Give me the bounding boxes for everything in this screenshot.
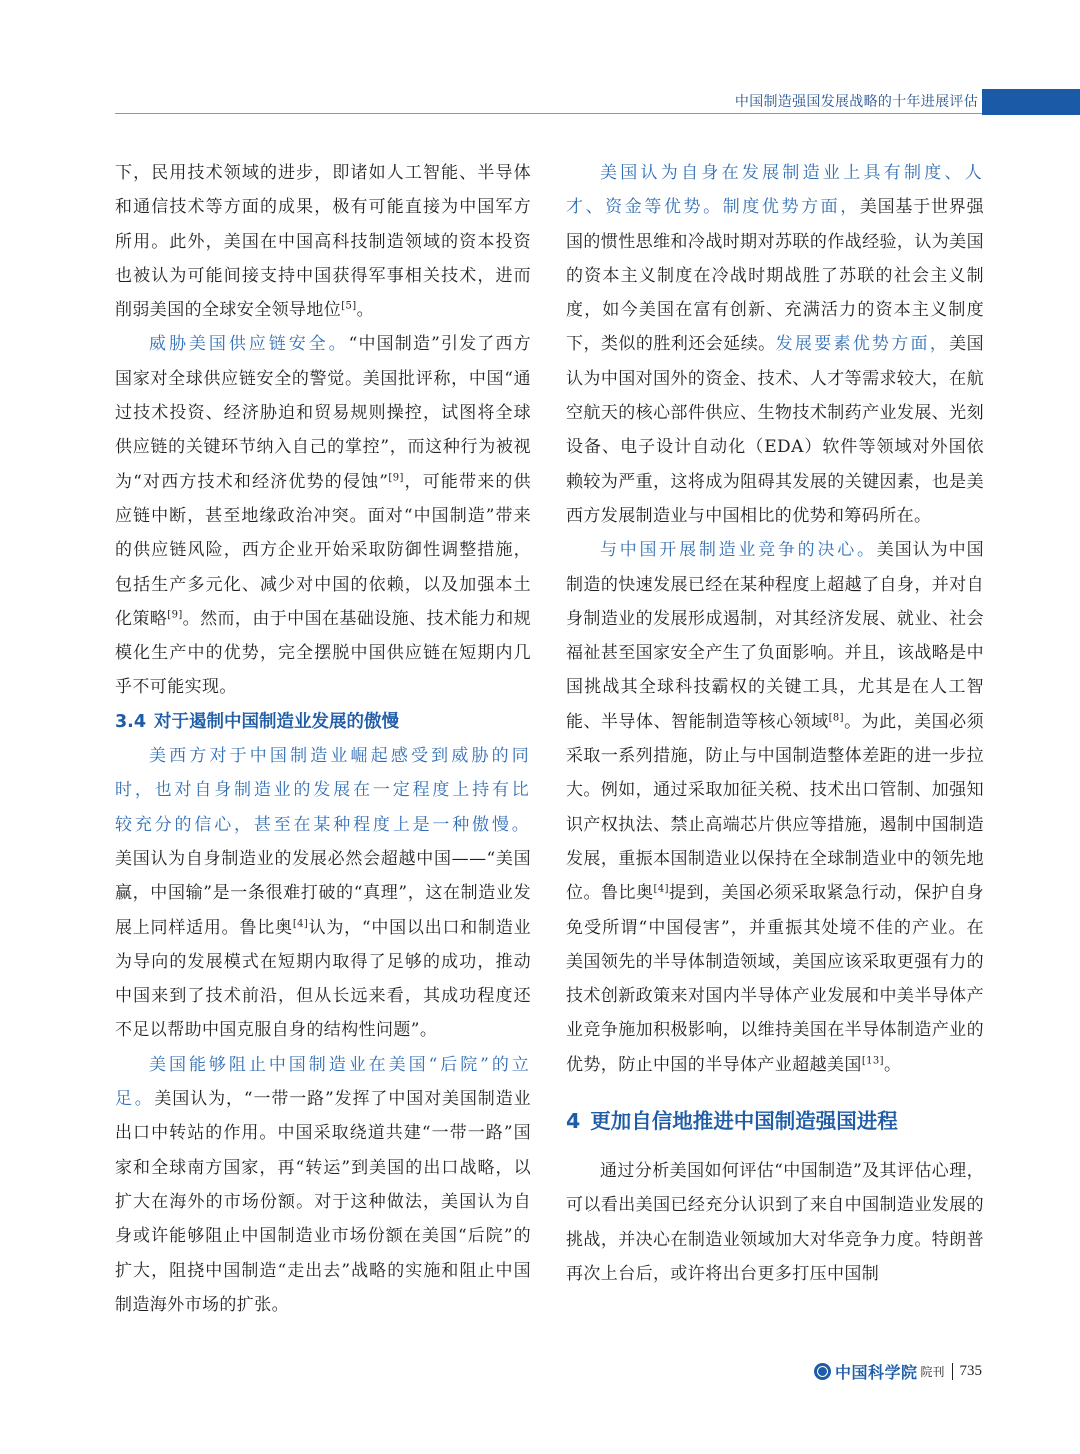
- running-header: [0, 89, 1080, 115]
- paragraph-arrogance: [115, 739, 531, 1048]
- paragraph-text: 。为此，美国必须采取一系列措施，防止与中国制造整体差距的进一步拉大。例如，通过采取加征关税、技术出口管制、加强知识产权执法、禁止高端芯片供应等措施，遏制中国制造发展，重振本国制造业以保持在全球制造业中的领先地位。鲁比奥: [566, 711, 985, 904]
- paragraph-supply-chain: [115, 327, 531, 704]
- paragraph-text: 。然而，由于中国在基础设施、技术能力和规模化生产中的优势，完全摆脱中国供应链在短期内几乎不可能实现。: [115, 608, 532, 698]
- cas-logo-icon: [814, 1363, 831, 1380]
- citation: [13]: [861, 1055, 884, 1067]
- paragraph-text: 认为，“中国以出口和制造业为导向的发展模式在短期内取得了足够的成功，推动中国来到了技术前沿，但从长远来看，其成功程度还不足以帮助中国克服自身的结构性问题”。: [115, 917, 532, 1041]
- footer-separator: [952, 1363, 953, 1380]
- citation: [4]: [292, 917, 309, 929]
- paragraph-conclusion: 通过分析美国如何评估“中国制造”及其评估心理，可以看出美国已经充分认识到了来自中国制造业发展的挑战，并决心在制造业领域加大对华竞争力度。特朗普再次上台后，或许将出台更多打压中国制: [566, 1161, 984, 1284]
- paragraph-end: 。: [883, 1054, 902, 1075]
- section-number: 4: [566, 1109, 581, 1134]
- highlight-lead: 美国认为自身在发展制造业上具有制度、人才、资金等优势。: [566, 163, 984, 218]
- running-header-title: 中国制造强国发展战略的十年进展评估: [734, 94, 978, 110]
- paragraph-military-tech: [115, 156, 531, 327]
- citation: [5]: [341, 300, 357, 312]
- citation: [9]: [388, 472, 404, 484]
- paragraph-text: 美国认为自身制造业的发展必然会超越中国——“美国赢，中国输”是一条很难打破的“真理”，这在制造业发展上同样适用。鲁比奥: [115, 848, 531, 938]
- page-number: 735: [959, 1362, 982, 1379]
- highlight-lead: 美西方对于中国制造业崛起感受到威胁的同时，也对自身制造业的发展在一定程度上持有比较充分的信心，甚至在某种程度上是一种傲慢。: [115, 746, 531, 835]
- header-color-block: [982, 89, 1080, 115]
- subsection-heading-3-4: [115, 705, 531, 739]
- right-column: [566, 156, 984, 1291]
- citation: [4]: [653, 883, 669, 895]
- paragraph-advantages: [566, 156, 984, 533]
- paragraph-text: 美国认为中国制造的快速发展已经在某种程度上超越了自身，并对自身制造业的发展形成遏制，对其经济发展、就业、社会福祉甚至国家安全产生了负面影响。并且，该战略是中国挑战其全球科技霸权的关键工具，尤其是在人工智能、半导体、智能制造等核心领域: [566, 540, 984, 732]
- paragraph-backyard: [115, 1048, 531, 1322]
- highlight-lead: 制度优势方面，: [722, 197, 860, 218]
- paragraph-text: 美国认为中国对国外的资金、技术、人才等需求较大，在航空航天的核心部件供应、生物技术制药产业发展、光刻设备、电子设计自动化（EDA）软件等领域对外国依赖较为严重，这将成为阻碍其发展的关键因素，也是美西方发展制造业与中国相比的优势和筹码所在。: [566, 334, 984, 526]
- paragraph-end: 。: [356, 300, 374, 321]
- section-title: 更加自信地推进中国制造强国进程: [590, 1109, 898, 1134]
- highlight-lead: 美国能够阻止中国制造业在美国“后院”的立足。: [115, 1054, 531, 1110]
- journal-suffix: 院刊: [920, 1364, 945, 1379]
- section-heading-4: [566, 1104, 984, 1138]
- highlight-lead: 威胁美国供应链安全。: [149, 334, 349, 355]
- paragraph-text: 提到，美国必须采取紧急行动，保护自身免受所谓“中国侵害”，并重振其处境不佳的产业。在美国领先的半导体制造领域，美国应该采取更强有力的技术创新政策来对国内半导体产业发展和中美半导体产业竞争施加积极影响，以维持美国在半导体制造产业的优势，防止中国的半导体产业超越美国: [566, 883, 985, 1075]
- highlight-lead: 与中国开展制造业竞争的决心。: [600, 540, 877, 561]
- paragraph-competition: [566, 533, 984, 1082]
- journal-name: 中国科学院: [834, 1362, 918, 1382]
- subsection-number: 3.4: [115, 711, 147, 732]
- paragraph-text: ，可能带来的供应链中断，甚至地缘政治冲突。面对“中国制造”带来的供应链风险，西方企业开始采取防御性调整措施，包括生产多元化、减少对中国的依赖，以及加强本土化策略: [115, 471, 532, 629]
- paragraph-text: 美国基于世界强国的惯性思维和冷战时期对苏联的作战经验，认为美国的资本主义制度在冷战时期战胜了苏联的社会主义制度，如今美国在富有创新、充满活力的资本主义制度下，类似的胜利还会延续。: [566, 197, 984, 355]
- header-rule: [115, 113, 982, 114]
- left-column: [115, 156, 531, 1322]
- citation: [8]: [828, 712, 844, 724]
- paragraph-text: “中国制造”引发了西方国家对全球供应链安全的警觉。美国批评称，中国“通过技术投资、经济胁迫和贸易规则操控，试图将全球供应链的关键环节纳入自己的掌控”，而这种行为被视为“对西方技术和经济优势的侵蚀”: [115, 334, 531, 492]
- paragraph-text: 下，民用技术领域的进步，即诸如人工智能、半导体和通信技术等方面的成果，极有可能直接为中国军方所用。此外，美国在中国高科技制造领域的资本投资也被认为可能间接支持中国获得军事相关技术，进而削弱美国的全球安全领导地位: [115, 163, 531, 321]
- highlight-lead: 发展要素优势方面，: [775, 334, 950, 355]
- subsection-title: 对于遏制中国制造业发展的傲慢: [154, 711, 400, 732]
- page-footer: [814, 1358, 982, 1384]
- paragraph-text: 美国认为，“一带一路”发挥了中国对美国制造业出口中转站的作用。中国采取绕道共建“一带一路”国家和全球南方国家，再“转运”到美国的出口战略，以扩大在海外的市场份额。对于这种做法，美国认为自身或许能够阻止中国制造业市场份额在美国“后院”的扩大，阻挠中国制造“走出去”战略的实施和阻止中国制造海外市场的扩张。: [115, 1089, 532, 1315]
- citation: [9]: [167, 609, 183, 621]
